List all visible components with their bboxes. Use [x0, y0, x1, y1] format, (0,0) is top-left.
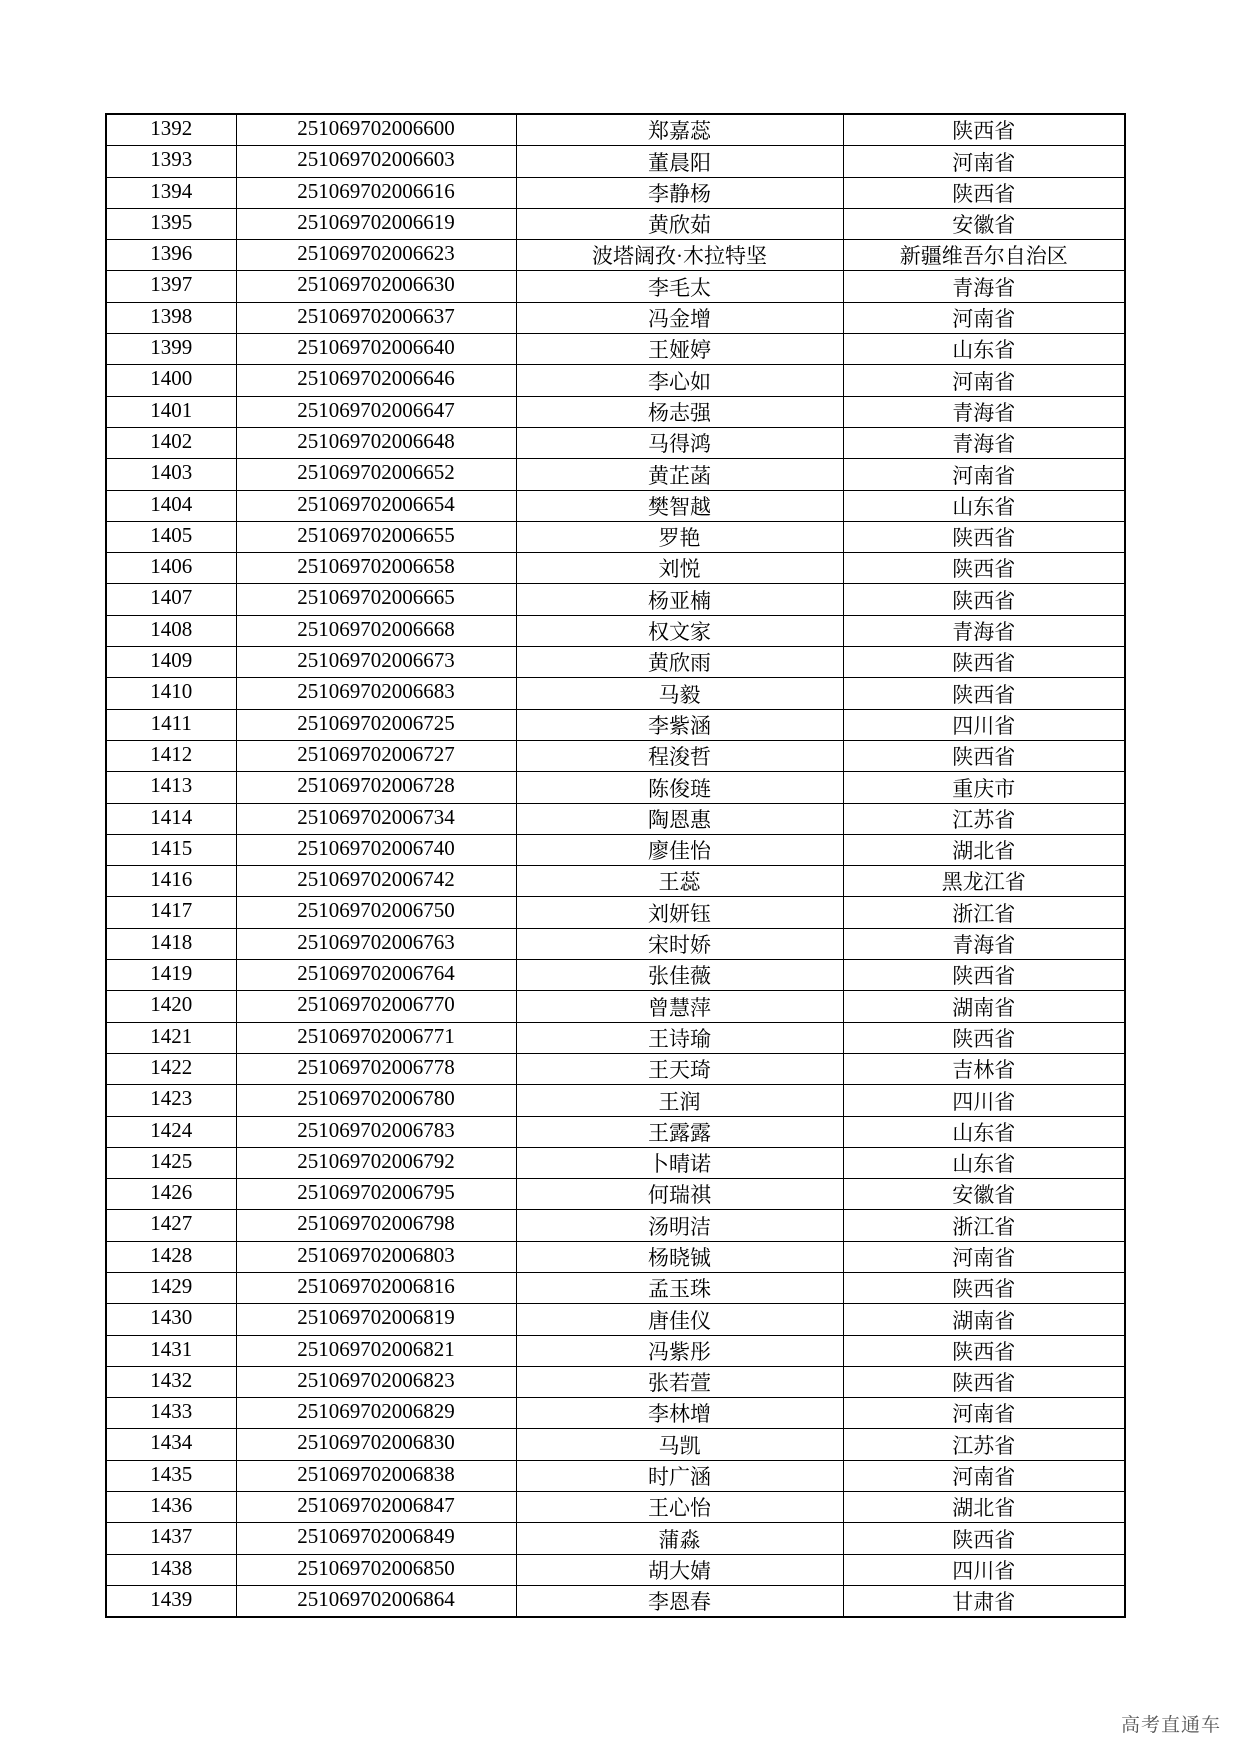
row-number-cell: 1404: [106, 490, 236, 521]
student-name-cell: 宋时娇: [516, 928, 843, 959]
candidate-id-cell: 251069702006728: [236, 772, 516, 803]
candidate-id-cell: 251069702006734: [236, 803, 516, 834]
province-cell: 陕西省: [843, 678, 1125, 709]
table-row: [106, 772, 1125, 803]
candidate-id-cell: 251069702006603: [236, 146, 516, 177]
student-name-cell: 李紫涵: [516, 709, 843, 740]
table-row: [106, 897, 1125, 928]
table-row: [106, 1398, 1125, 1429]
table-row: [106, 553, 1125, 584]
table-row: [106, 490, 1125, 521]
student-name-cell: 时广涵: [516, 1460, 843, 1491]
table-row: [106, 177, 1125, 208]
row-number-cell: 1411: [106, 709, 236, 740]
student-name-cell: 波塔阔孜·木拉特坚: [516, 240, 843, 271]
row-number-cell: 1420: [106, 991, 236, 1022]
student-name-cell: 唐佳仪: [516, 1304, 843, 1335]
table-row: [106, 146, 1125, 177]
province-cell: 青海省: [843, 615, 1125, 646]
candidate-id-cell: 251069702006654: [236, 490, 516, 521]
table-row: [106, 1210, 1125, 1241]
student-name-cell: 王心怡: [516, 1492, 843, 1523]
table-row: [106, 334, 1125, 365]
student-name-cell: 李毛太: [516, 271, 843, 302]
table-row: [106, 1492, 1125, 1523]
student-name-cell: 刘妍钰: [516, 897, 843, 928]
province-cell: 浙江省: [843, 1210, 1125, 1241]
row-number-cell: 1431: [106, 1335, 236, 1366]
table-row: [106, 1147, 1125, 1178]
province-cell: 山东省: [843, 1147, 1125, 1178]
province-cell: 青海省: [843, 396, 1125, 427]
table-row: [106, 1022, 1125, 1053]
row-number-cell: 1396: [106, 240, 236, 271]
student-name-cell: 李林增: [516, 1398, 843, 1429]
candidate-id-cell: 251069702006783: [236, 1116, 516, 1147]
candidate-id-cell: 251069702006665: [236, 584, 516, 615]
candidate-id-cell: 251069702006637: [236, 302, 516, 333]
province-cell: 陕西省: [843, 1022, 1125, 1053]
row-number-cell: 1419: [106, 960, 236, 991]
candidate-id-cell: 251069702006763: [236, 928, 516, 959]
province-cell: 甘肃省: [843, 1585, 1125, 1617]
row-number-cell: 1439: [106, 1585, 236, 1617]
student-name-cell: 曾慧萍: [516, 991, 843, 1022]
candidate-id-cell: 251069702006838: [236, 1460, 516, 1491]
row-number-cell: 1430: [106, 1304, 236, 1335]
candidate-id-cell: 251069702006821: [236, 1335, 516, 1366]
candidate-id-cell: 251069702006673: [236, 647, 516, 678]
candidate-id-cell: 251069702006792: [236, 1147, 516, 1178]
student-name-cell: 黄欣雨: [516, 647, 843, 678]
candidate-id-cell: 251069702006816: [236, 1272, 516, 1303]
province-cell: 山东省: [843, 490, 1125, 521]
row-number-cell: 1409: [106, 647, 236, 678]
candidate-id-cell: 251069702006683: [236, 678, 516, 709]
province-cell: 陕西省: [843, 647, 1125, 678]
student-name-cell: 冯紫彤: [516, 1335, 843, 1366]
province-cell: 河南省: [843, 365, 1125, 396]
student-name-cell: 黄欣茹: [516, 208, 843, 239]
row-number-cell: 1398: [106, 302, 236, 333]
province-cell: 青海省: [843, 928, 1125, 959]
student-name-cell: 汤明洁: [516, 1210, 843, 1241]
province-cell: 陕西省: [843, 740, 1125, 771]
student-name-cell: 黄芷菡: [516, 459, 843, 490]
candidate-id-cell: 251069702006647: [236, 396, 516, 427]
row-number-cell: 1403: [106, 459, 236, 490]
table-row: [106, 1429, 1125, 1460]
province-cell: 安徽省: [843, 208, 1125, 239]
candidate-id-cell: 251069702006740: [236, 834, 516, 865]
table-row: [106, 834, 1125, 865]
candidate-id-cell: 251069702006764: [236, 960, 516, 991]
row-number-cell: 1428: [106, 1241, 236, 1272]
province-cell: 浙江省: [843, 897, 1125, 928]
province-cell: 陕西省: [843, 114, 1125, 146]
table-row: [106, 1554, 1125, 1585]
table-row: [106, 1585, 1125, 1617]
student-name-cell: 董晨阳: [516, 146, 843, 177]
student-name-cell: 王润: [516, 1085, 843, 1116]
row-number-cell: 1394: [106, 177, 236, 208]
candidate-id-cell: 251069702006803: [236, 1241, 516, 1272]
province-cell: 江苏省: [843, 803, 1125, 834]
row-number-cell: 1424: [106, 1116, 236, 1147]
student-name-cell: 王蕊: [516, 866, 843, 897]
candidate-id-cell: 251069702006795: [236, 1179, 516, 1210]
province-cell: 湖北省: [843, 1492, 1125, 1523]
watermark-text: 高考直通车: [1120, 1714, 1221, 1736]
row-number-cell: 1401: [106, 396, 236, 427]
table-row: [106, 647, 1125, 678]
table-row: [106, 928, 1125, 959]
student-name-cell: 蒲淼: [516, 1523, 843, 1554]
student-name-cell: 樊智越: [516, 490, 843, 521]
row-number-cell: 1415: [106, 834, 236, 865]
student-name-cell: 陶恩惠: [516, 803, 843, 834]
table-row: [106, 1116, 1125, 1147]
student-name-cell: 张若萱: [516, 1366, 843, 1397]
row-number-cell: 1408: [106, 615, 236, 646]
candidate-id-cell: 251069702006823: [236, 1366, 516, 1397]
candidate-id-cell: 251069702006668: [236, 615, 516, 646]
candidate-id-cell: 251069702006600: [236, 114, 516, 146]
province-cell: 陕西省: [843, 1272, 1125, 1303]
row-number-cell: 1426: [106, 1179, 236, 1210]
table-row: [106, 709, 1125, 740]
province-cell: 青海省: [843, 427, 1125, 458]
candidate-id-cell: 251069702006727: [236, 740, 516, 771]
candidate-id-cell: 251069702006830: [236, 1429, 516, 1460]
province-cell: 陕西省: [843, 1366, 1125, 1397]
candidate-id-cell: 251069702006819: [236, 1304, 516, 1335]
row-number-cell: 1437: [106, 1523, 236, 1554]
student-name-cell: 马毅: [516, 678, 843, 709]
row-number-cell: 1436: [106, 1492, 236, 1523]
candidate-id-cell: 251069702006829: [236, 1398, 516, 1429]
candidate-id-cell: 251069702006850: [236, 1554, 516, 1585]
table-row: [106, 1460, 1125, 1491]
candidate-id-cell: 251069702006778: [236, 1053, 516, 1084]
table-row: [106, 678, 1125, 709]
province-cell: 新疆维吾尔自治区: [843, 240, 1125, 271]
student-name-cell: 王诗瑜: [516, 1022, 843, 1053]
province-cell: 河南省: [843, 1460, 1125, 1491]
student-name-cell: 罗艳: [516, 521, 843, 552]
province-cell: 陕西省: [843, 1523, 1125, 1554]
row-number-cell: 1405: [106, 521, 236, 552]
student-name-cell: 杨亚楠: [516, 584, 843, 615]
student-name-cell: 郑嘉蕊: [516, 114, 843, 146]
row-number-cell: 1395: [106, 208, 236, 239]
table-row: [106, 866, 1125, 897]
row-number-cell: 1421: [106, 1022, 236, 1053]
province-cell: 江苏省: [843, 1429, 1125, 1460]
roster-table: [105, 113, 1126, 1618]
row-number-cell: 1425: [106, 1147, 236, 1178]
candidate-id-cell: 251069702006780: [236, 1085, 516, 1116]
province-cell: 四川省: [843, 709, 1125, 740]
table-row: [106, 803, 1125, 834]
table-row: [106, 240, 1125, 271]
row-number-cell: 1434: [106, 1429, 236, 1460]
candidate-id-cell: 251069702006652: [236, 459, 516, 490]
table-row: [106, 1366, 1125, 1397]
candidate-id-cell: 251069702006849: [236, 1523, 516, 1554]
candidate-id-cell: 251069702006655: [236, 521, 516, 552]
province-cell: 黑龙江省: [843, 866, 1125, 897]
row-number-cell: 1400: [106, 365, 236, 396]
candidate-id-cell: 251069702006771: [236, 1022, 516, 1053]
candidate-id-cell: 251069702006742: [236, 866, 516, 897]
row-number-cell: 1417: [106, 897, 236, 928]
table-row: [106, 1241, 1125, 1272]
row-number-cell: 1412: [106, 740, 236, 771]
table-row: [106, 271, 1125, 302]
student-name-cell: 何瑞祺: [516, 1179, 843, 1210]
candidate-id-cell: 251069702006616: [236, 177, 516, 208]
table-row: [106, 584, 1125, 615]
student-name-cell: 孟玉珠: [516, 1272, 843, 1303]
table-row: [106, 615, 1125, 646]
province-cell: 四川省: [843, 1554, 1125, 1585]
student-name-cell: 马得鸿: [516, 427, 843, 458]
student-name-cell: 王娅婷: [516, 334, 843, 365]
row-number-cell: 1402: [106, 427, 236, 458]
student-name-cell: 马凯: [516, 1429, 843, 1460]
row-number-cell: 1410: [106, 678, 236, 709]
candidate-id-cell: 251069702006646: [236, 365, 516, 396]
province-cell: 湖南省: [843, 1304, 1125, 1335]
roster-table-body: [106, 114, 1125, 1617]
province-cell: 湖北省: [843, 834, 1125, 865]
row-number-cell: 1432: [106, 1366, 236, 1397]
province-cell: 青海省: [843, 271, 1125, 302]
table-row: [106, 114, 1125, 146]
candidate-id-cell: 251069702006864: [236, 1585, 516, 1617]
student-name-cell: 杨晓铖: [516, 1241, 843, 1272]
candidate-id-cell: 251069702006658: [236, 553, 516, 584]
row-number-cell: 1429: [106, 1272, 236, 1303]
row-number-cell: 1397: [106, 271, 236, 302]
table-row: [106, 521, 1125, 552]
province-cell: 吉林省: [843, 1053, 1125, 1084]
table-row: [106, 1335, 1125, 1366]
student-name-cell: 廖佳怡: [516, 834, 843, 865]
table-row: [106, 960, 1125, 991]
table-row: [106, 1304, 1125, 1335]
row-number-cell: 1392: [106, 114, 236, 146]
student-name-cell: 权文家: [516, 615, 843, 646]
province-cell: 四川省: [843, 1085, 1125, 1116]
row-number-cell: 1422: [106, 1053, 236, 1084]
row-number-cell: 1438: [106, 1554, 236, 1585]
student-name-cell: 王露露: [516, 1116, 843, 1147]
row-number-cell: 1423: [106, 1085, 236, 1116]
candidate-id-cell: 251069702006640: [236, 334, 516, 365]
table-row: [106, 459, 1125, 490]
candidate-id-cell: 251069702006750: [236, 897, 516, 928]
student-name-cell: 李心如: [516, 365, 843, 396]
candidate-id-cell: 251069702006847: [236, 1492, 516, 1523]
student-name-cell: 李恩春: [516, 1585, 843, 1617]
province-cell: 河南省: [843, 459, 1125, 490]
province-cell: 安徽省: [843, 1179, 1125, 1210]
province-cell: 湖南省: [843, 991, 1125, 1022]
row-number-cell: 1413: [106, 772, 236, 803]
table-row: [106, 208, 1125, 239]
row-number-cell: 1399: [106, 334, 236, 365]
row-number-cell: 1416: [106, 866, 236, 897]
row-number-cell: 1393: [106, 146, 236, 177]
province-cell: 山东省: [843, 1116, 1125, 1147]
table-row: [106, 1053, 1125, 1084]
table-row: [106, 991, 1125, 1022]
table-row: [106, 1272, 1125, 1303]
student-name-cell: 王天琦: [516, 1053, 843, 1084]
candidate-id-cell: 251069702006798: [236, 1210, 516, 1241]
table-row: [106, 1179, 1125, 1210]
province-cell: 陕西省: [843, 553, 1125, 584]
row-number-cell: 1418: [106, 928, 236, 959]
table-row: [106, 740, 1125, 771]
candidate-id-cell: 251069702006648: [236, 427, 516, 458]
candidate-id-cell: 251069702006770: [236, 991, 516, 1022]
student-name-cell: 杨志强: [516, 396, 843, 427]
student-name-cell: 胡大婧: [516, 1554, 843, 1585]
row-number-cell: 1406: [106, 553, 236, 584]
province-cell: 河南省: [843, 1241, 1125, 1272]
row-number-cell: 1414: [106, 803, 236, 834]
student-name-cell: 程浚哲: [516, 740, 843, 771]
candidate-id-cell: 251069702006725: [236, 709, 516, 740]
table-row: [106, 1085, 1125, 1116]
student-name-cell: 刘悦: [516, 553, 843, 584]
student-name-cell: 冯金增: [516, 302, 843, 333]
row-number-cell: 1427: [106, 1210, 236, 1241]
table-row: [106, 427, 1125, 458]
province-cell: 陕西省: [843, 521, 1125, 552]
candidate-id-cell: 251069702006619: [236, 208, 516, 239]
table-row: [106, 365, 1125, 396]
table-row: [106, 1523, 1125, 1554]
student-name-cell: 李静杨: [516, 177, 843, 208]
province-cell: 河南省: [843, 1398, 1125, 1429]
province-cell: 陕西省: [843, 1335, 1125, 1366]
row-number-cell: 1433: [106, 1398, 236, 1429]
row-number-cell: 1435: [106, 1460, 236, 1491]
table-row: [106, 396, 1125, 427]
student-name-cell: 张佳薇: [516, 960, 843, 991]
province-cell: 河南省: [843, 146, 1125, 177]
candidate-id-cell: 251069702006623: [236, 240, 516, 271]
table-row: [106, 302, 1125, 333]
province-cell: 陕西省: [843, 584, 1125, 615]
student-name-cell: 陈俊琏: [516, 772, 843, 803]
province-cell: 重庆市: [843, 772, 1125, 803]
province-cell: 陕西省: [843, 177, 1125, 208]
province-cell: 河南省: [843, 302, 1125, 333]
province-cell: 山东省: [843, 334, 1125, 365]
province-cell: 陕西省: [843, 960, 1125, 991]
candidate-id-cell: 251069702006630: [236, 271, 516, 302]
row-number-cell: 1407: [106, 584, 236, 615]
student-name-cell: 卜晴诺: [516, 1147, 843, 1178]
